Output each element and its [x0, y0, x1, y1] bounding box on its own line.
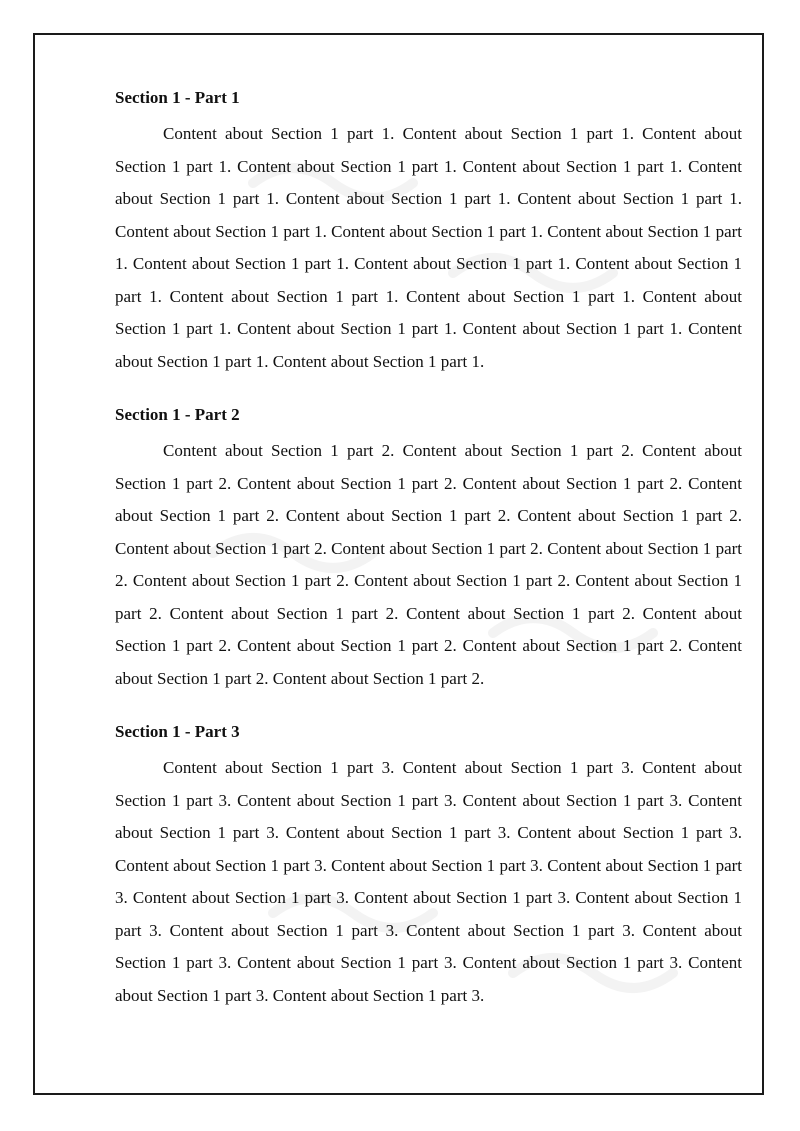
section-paragraph: Content about Section 1 part 1. Content about Section 1 part 1. Content about Section 1 part 1. Content about Section 1 part 1. Content about Section 1 part 1. Content about Section 1 part 1. Content about Section 1 part 1. Content about Section 1 part 1. Content about Section 1 part 1. Content about Section 1 part 1. Content about Section 1 part 1. Content about Section 1 part 1. Content about Section 1 part 1. Content about Section 1 part 1. Content about Section 1 part 1. Content about Section 1 part 1. Content about Section 1 part 1. Content about Section 1 part 1. Content about Section 1 part 1. Content about Section 1 part 1. Content about Section 1 part 1.	[115, 124, 742, 371]
section-part-1	[115, 84, 742, 378]
section-paragraph: Content about Section 1 part 2. Content about Section 1 part 2. Content about Section 1 part 2. Content about Section 1 part 2. Content about Section 1 part 2. Content about Section 1 part 2. Content about Section 1 part 2. Content about Section 1 part 2. Content about Section 1 part 2. Content about Section 1 part 2. Content about Section 1 part 2. Content about Section 1 part 2. Content about Section 1 part 2. Content about Section 1 part 2. Content about Section 1 part 2. Content about Section 1 part 2. Content about Section 1 part 2. Content about Section 1 part 2. Content about Section 1 part 2. Content about Section 1 part 2. Content about Section 1 part 2.	[115, 441, 742, 688]
section-heading: Section 1 - Part 2	[115, 405, 240, 424]
section-heading: Section 1 - Part 1	[115, 88, 240, 107]
section-paragraph: Content about Section 1 part 3. Content about Section 1 part 3. Content about Section 1 part 3. Content about Section 1 part 3. Content about Section 1 part 3. Content about Section 1 part 3. Content about Section 1 part 3. Content about Section 1 part 3. Content about Section 1 part 3. Content about Section 1 part 3. Content about Section 1 part 3. Content about Section 1 part 3. Content about Section 1 part 3. Content about Section 1 part 3. Content about Section 1 part 3. Content about Section 1 part 3. Content about Section 1 part 3. Content about Section 1 part 3. Content about Section 1 part 3. Content about Section 1 part 3. Content about Section 1 part 3.	[115, 758, 742, 1005]
section-part-3	[115, 718, 742, 1012]
section-heading: Section 1 - Part 3	[115, 722, 240, 741]
section-part-2	[115, 401, 742, 695]
document-content	[115, 84, 742, 1012]
